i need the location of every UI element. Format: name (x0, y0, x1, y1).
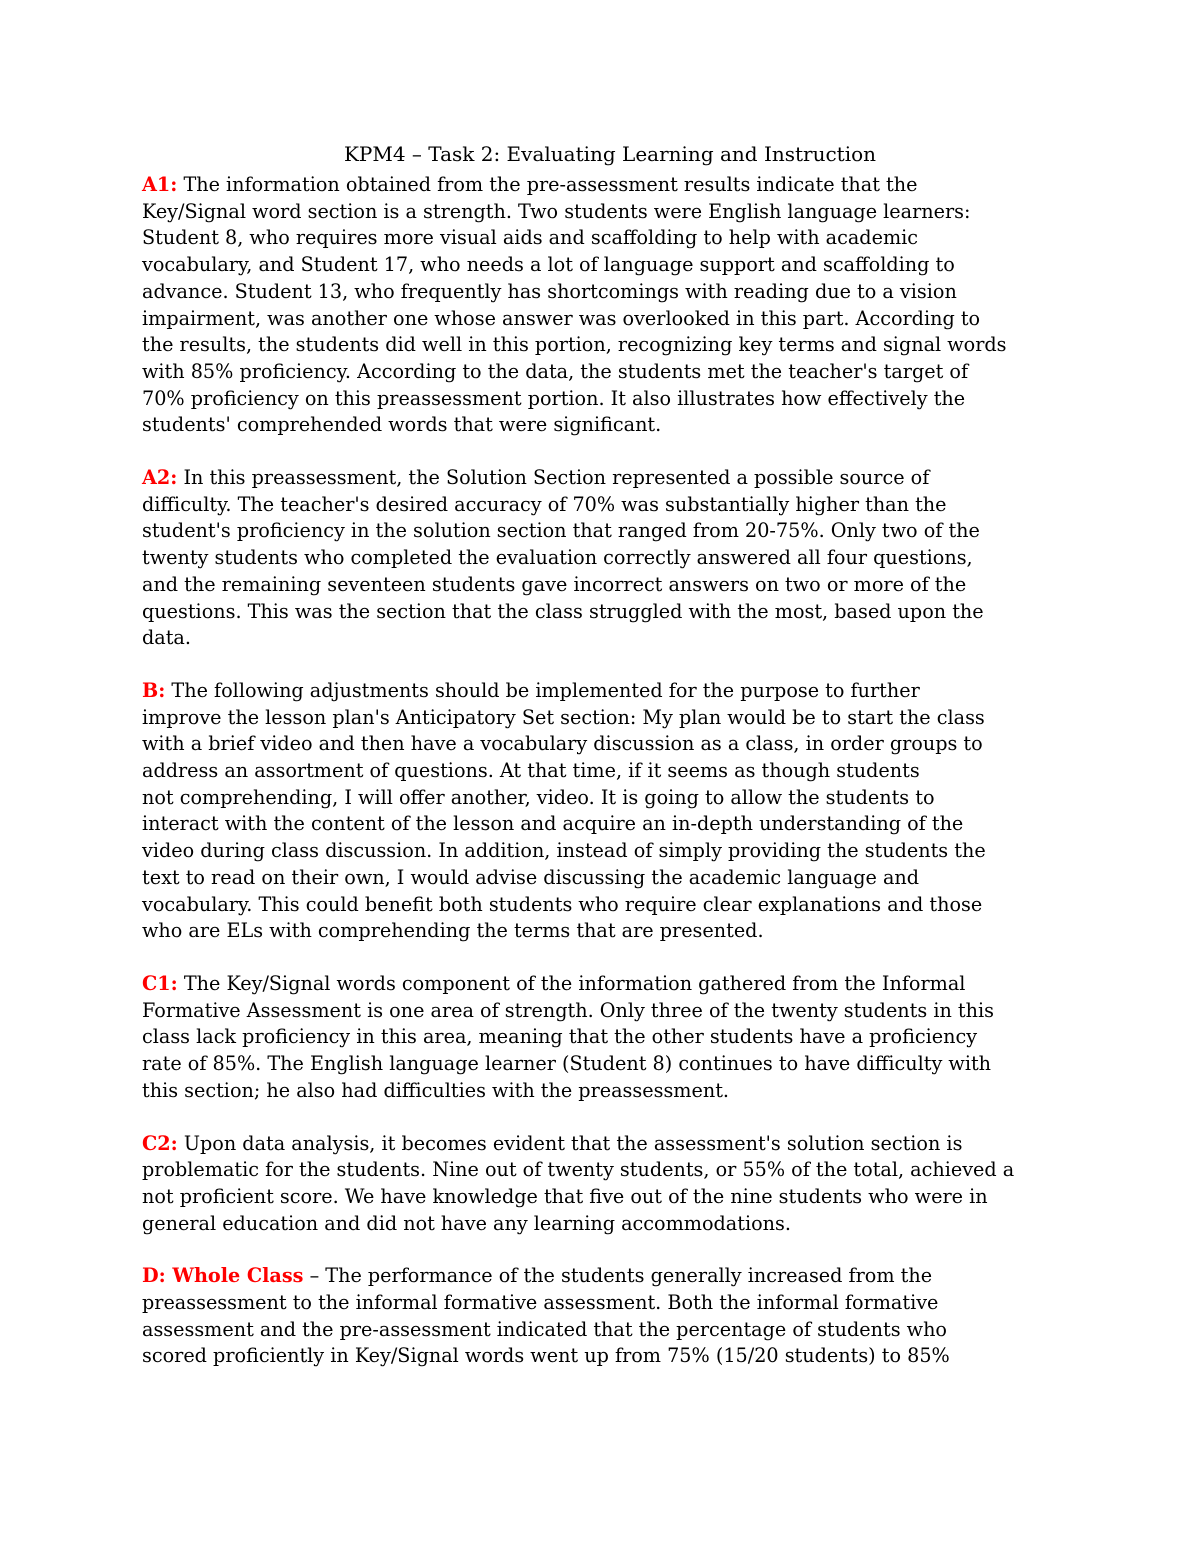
line-text: data. (142, 626, 191, 650)
line-text: not proficient score. We have knowledge that five out of the nine students who were in (142, 1184, 988, 1208)
line-text: The information obtained from the pre-assessment results indicate that the (183, 173, 918, 196)
line-text: preassessment to the informal formative assessment. Both the informal formative (142, 1291, 939, 1315)
line-text: Formative Assessment is one area of strength. Only three of the twenty students in this (142, 998, 994, 1022)
line-text: improve the lesson plan's Anticipatory Set section: My plan would be to start the class (142, 705, 985, 729)
section-paragraph (142, 1131, 1066, 1238)
line-text: interact with the content of the lesson and acquire an in-depth understanding of the (142, 812, 964, 836)
line-text: address an assortment of questions. At that time, if it seems as though students (142, 759, 920, 783)
line-text: twenty students who completed the evaluation correctly answered all four questions, (142, 546, 973, 570)
line-text: vocabulary. This could benefit both students who require clear explanations and those (142, 892, 983, 916)
section-paragraph (142, 1263, 1066, 1370)
line-text: In this preassessment, the Solution Section represented a possible source of (183, 466, 930, 490)
paragraph-line (142, 465, 1066, 492)
paragraph-line (142, 1051, 1066, 1078)
line-text: problematic for the students. Nine out of twenty students, or 55% of the total, achieved a (142, 1158, 1015, 1182)
section-paragraph (142, 971, 1066, 1105)
paragraph-line (142, 1317, 1066, 1344)
paragraph-line (142, 1184, 1066, 1211)
line-text: rate of 85%. The English language learner (Student 8) continues to have difficulty with (142, 1052, 992, 1076)
line-text: The Key/Signal words component of the information gathered from the Informal (183, 971, 966, 995)
paragraph-line (142, 1131, 1066, 1158)
paragraph-line (142, 1157, 1066, 1184)
paragraph-line (142, 599, 1066, 626)
line-text: who are ELs with comprehending the terms that are presented. (142, 919, 764, 943)
paragraph-line (142, 492, 1066, 519)
paragraph-line (142, 545, 1066, 572)
line-text: impairment, was another one whose answer was overlooked in this part. According to (142, 306, 981, 330)
paragraph-line (142, 892, 1066, 919)
line-text: advance. Student 13, who frequently has shortcomings with reading due to a vision (142, 279, 957, 303)
section-label: C2: (142, 1131, 178, 1155)
line-text: vocabulary, and Student 17, who needs a lot of language support and scaffolding to (142, 253, 955, 277)
section-label: A2: (142, 466, 178, 490)
paragraph-line (142, 1290, 1066, 1317)
paragraph-line (142, 412, 1066, 439)
paragraph-line (142, 518, 1066, 545)
line-text: general education and did not have any learning accommodations. (142, 1211, 791, 1235)
paragraph-line (142, 1211, 1066, 1238)
paragraph-line (142, 625, 1066, 652)
line-text: text to read on their own, I would advise discussing the academic language and (142, 865, 920, 889)
line-text: and the remaining seventeen students gave incorrect answers on two or more of the (142, 572, 967, 596)
paragraph-line (142, 359, 1066, 386)
paragraph-line (142, 811, 1066, 838)
section-label: D: Whole Class (142, 1264, 304, 1288)
document-body (142, 172, 1066, 1370)
paragraph-line (142, 678, 1066, 705)
line-text: the results, the students did well in this portion, recognizing key terms and signal words (142, 333, 1007, 357)
section-paragraph (142, 172, 1066, 439)
line-text: The following adjustments should be implemented for the purpose to further (171, 678, 920, 702)
line-text: 70% proficiency on this preassessment portion. It also illustrates how effectively the (142, 386, 966, 410)
section-label: A1: (142, 173, 178, 196)
line-text: difficulty. The teacher's desired accuracy of 70% was substantially higher than the (142, 492, 947, 516)
paragraph-line (142, 332, 1066, 359)
paragraph-line (142, 199, 1066, 226)
line-text: Key/Signal word section is a strength. Two students were English language learners: (142, 199, 971, 223)
paragraph-line (142, 758, 1066, 785)
line-text: class lack proficiency in this area, meaning that the other students have a proficiency (142, 1025, 978, 1049)
paragraph-line (142, 971, 1066, 998)
paragraph-line (142, 838, 1066, 865)
line-text: video during class discussion. In addition, instead of simply providing the students the (142, 839, 986, 863)
paragraph-line (142, 1078, 1066, 1105)
paragraph-line (142, 386, 1066, 413)
paragraph-line (142, 279, 1066, 306)
line-text: student's proficiency in the solution section that ranged from 20-75%. Only two of the (142, 519, 980, 543)
paragraph-line (142, 225, 1066, 252)
line-text: with 85% proficiency. According to the data, the students met the teacher's target of (142, 359, 969, 383)
line-text: assessment and the pre-assessment indicated that the percentage of students who (142, 1317, 947, 1341)
paragraph-line (142, 1263, 1066, 1290)
line-text: Student 8, who requires more visual aids and scaffolding to help with academic (142, 226, 919, 250)
line-text: – The performance of the students generally increased from the (309, 1264, 933, 1288)
paragraph-line (142, 252, 1066, 279)
line-text: questions. This was the section that the class struggled with the most, based upon the (142, 599, 984, 623)
line-text: scored proficiently in Key/Signal words went up from 75% (15/20 students) to 85% (142, 1344, 950, 1368)
line-text: not comprehending, I will offer another, video. It is going to allow the students to (142, 785, 935, 809)
section-label: C1: (142, 971, 178, 995)
line-text: students' comprehended words that were significant. (142, 413, 662, 437)
document-page (142, 141, 1066, 1396)
section-paragraph (142, 678, 1066, 945)
paragraph-line (142, 172, 1066, 199)
line-text: this section; he also had difficulties with the preassessment. (142, 1078, 730, 1102)
section-label: B: (142, 678, 166, 702)
paragraph-line (142, 785, 1066, 812)
paragraph-line (142, 918, 1066, 945)
paragraph-line (142, 306, 1066, 333)
paragraph-line (142, 572, 1066, 599)
paragraph-line (142, 731, 1066, 758)
line-text: with a brief video and then have a vocabulary discussion as a class, in order groups to (142, 732, 983, 756)
paragraph-line (142, 705, 1066, 732)
paragraph-line (142, 865, 1066, 892)
paragraph-line (142, 1343, 1066, 1370)
line-text: Upon data analysis, it becomes evident that the assessment's solution section is (183, 1131, 963, 1155)
paragraph-line (142, 998, 1066, 1025)
paragraph-line (142, 1024, 1066, 1051)
section-paragraph (142, 465, 1066, 652)
document-title: KPM4 – Task 2: Evaluating Learning and Instruction (343, 142, 877, 166)
